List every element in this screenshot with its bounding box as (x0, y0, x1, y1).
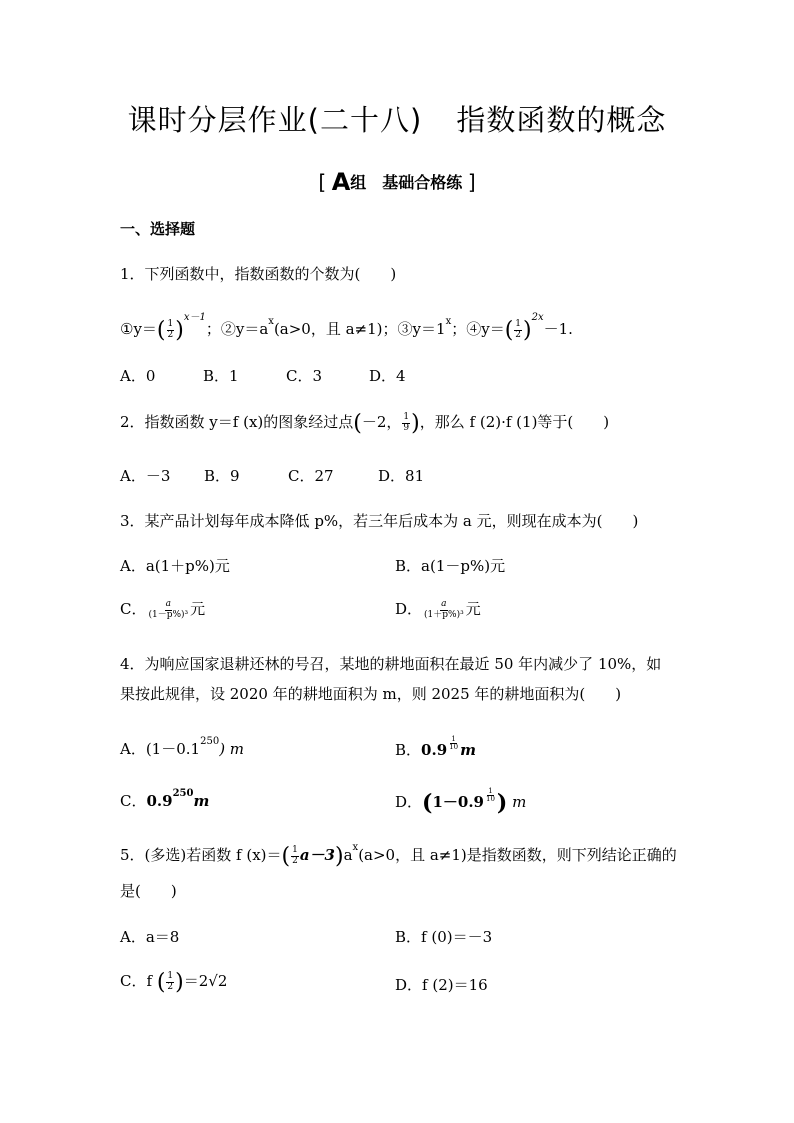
question-1-options (120, 365, 406, 386)
question-5-option-a[interactable]: A．a＝8 (120, 928, 180, 946)
section-heading: 一、选择题 (120, 220, 196, 238)
question-5-option-d[interactable]: D．f (2)＝16 (395, 976, 488, 994)
question-1-stem: 1．下列函数中，指数函数的个数为( ) (120, 265, 397, 283)
question-5-option-c[interactable]: C．f ( $\frac{1}{2}$ )＝2√2 (120, 970, 228, 995)
question-3-option-b[interactable]: B．a(1－p%)元 (395, 557, 506, 575)
question-4-stem-line2: 果按此规律，设 2020 年的耕地面积为 m，则 2025 年的耕地面积为( ) (120, 685, 622, 703)
group-heading (0, 168, 794, 196)
question-5-stem-line2: 是( ) (120, 882, 177, 900)
question-3-option-a[interactable]: A．a(1＋p%)元 (120, 557, 230, 575)
question-3-stem: 3．某产品计划每年成本降低 p%，若三年后成本为 a 元，则现在成本为( ) (120, 512, 639, 530)
option-b[interactable]: B．1 (203, 367, 239, 385)
question-1-functions: ①y＝( $\frac{1}{2}$ )$^{x-1}$；$②y=a^x(a>0$，且 a≠1)；$③y=1^x$；④y＝( $\frac{1}{2}$ )$^{2x}$－1. (120, 312, 573, 343)
question-5-stem-line1: 5．(多选)若函数 f (x)＝( $\frac{1}{2}$ $a-3)a^x(a>0$，且 a≠1)是指数函数，则下列结论正确的 (120, 842, 677, 869)
title-right: 指数函数的概念 (456, 103, 667, 137)
title-left: 课时分层作业(二十八) (127, 103, 423, 137)
fraction: $\frac{1}{2}$ (167, 319, 174, 340)
option-d[interactable]: D．4 (369, 367, 406, 385)
option-a[interactable]: A．0 (120, 367, 156, 385)
question-4-option-c[interactable]: C．$0.9^{250}m$ (120, 788, 210, 810)
group-letter: A (331, 168, 351, 196)
option-c[interactable]: C．3 (286, 367, 323, 385)
bracket-close: ] (467, 170, 476, 194)
page-title (0, 98, 794, 139)
question-4-option-b[interactable]: B．0.9 $\frac{1}{10}$ m (395, 735, 476, 759)
option-b[interactable]: B．9 (204, 467, 240, 485)
question-3-option-c[interactable]: C． $\frac{a}{\text{(1－p\%)³}}$ 元 (120, 599, 206, 620)
question-2-options (120, 465, 424, 486)
question-4-option-a[interactable]: A．$(1-0.1^{250})$ m (120, 736, 245, 758)
option-c[interactable]: C．27 (288, 467, 334, 485)
group-name: 组 基础合格练 (350, 173, 463, 192)
bracket-open: [ (318, 170, 327, 194)
option-d[interactable]: D．81 (378, 467, 425, 485)
question-2-stem: 2．指数函数 y＝f (x)的图象经过点(－2， $\frac{1}{9}$ )，那么 f (2)·f (1)等于( ) (120, 411, 610, 436)
question-4-stem-line1: 4．为响应国家退耕还林的号召，某地的耕地面积在最近 50 年内减少了 10%，如 (120, 655, 662, 673)
question-4-option-d[interactable]: D．(1－0.9 $\frac{1}{10}$ ) m (395, 787, 527, 816)
option-a[interactable]: A．－3 (120, 467, 171, 485)
question-5-option-b[interactable]: B．f (0)＝－3 (395, 928, 493, 946)
question-3-option-d[interactable]: D． $\frac{a}{\text{(1＋p\%)³}}$ 元 (395, 599, 481, 620)
